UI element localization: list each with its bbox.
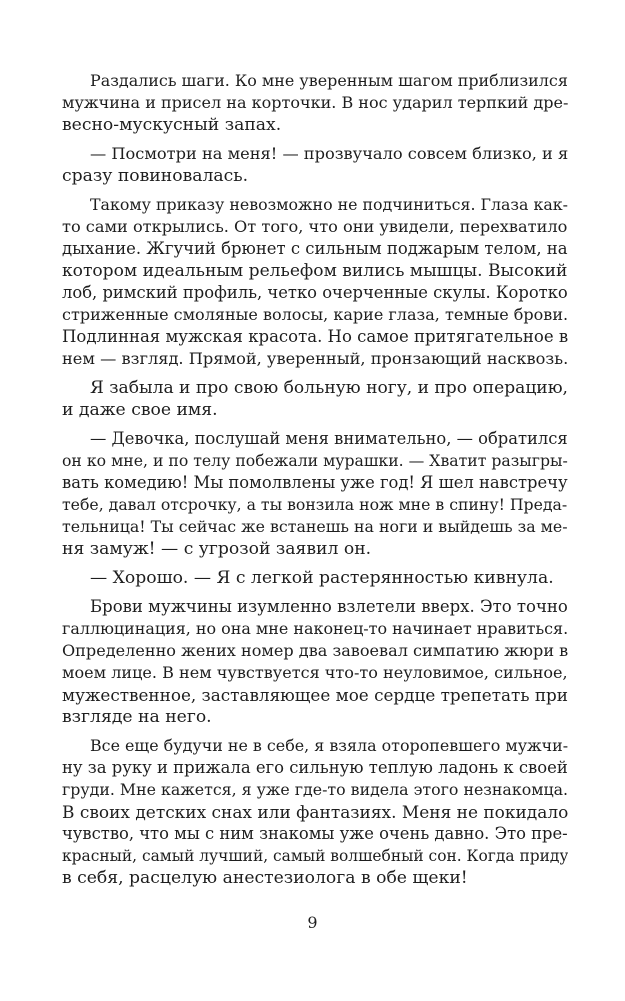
text-line: котором идеальным рельефом вились мышцы. Высокий — [62, 261, 568, 281]
paragraph — [62, 143, 568, 187]
text-line: Раздались шаги. Ко мне уверенным шагом приблизился — [90, 71, 568, 90]
text-line: Подлинная мужская красота. Но самое притягательное в — [62, 327, 568, 346]
text-line: ня замуж! — с угрозой заявил он. — [62, 539, 372, 559]
text-line: вать комедию! Мы помолвлены уже год! Я шел навстречу — [62, 473, 568, 492]
text-line: — Посмотри на меня! — прозвучало совсем близко, и я — [90, 144, 568, 163]
text-line: груди. Мне кажется, я уже где-то видела этого незнакомца. — [62, 780, 568, 799]
text-line: ну за руку и прижала его сильную теплую ладонь к своей — [62, 758, 568, 777]
text-line: чувство, что мы с ним знакомы уже очень давно. Это пре- — [62, 824, 568, 843]
text-line: галлюцинация, но она мне наконец-то начинает нравиться. — [62, 619, 568, 638]
text-line: мужчина и присел на корточки. В нос ударил терпкий дре- — [62, 93, 568, 112]
text-line: и даже свое имя. — [62, 400, 218, 420]
text-line: красный, самый лучший, самый волшебный сон. Когда приду — [62, 847, 568, 865]
text-line: то сами открылись. От того, что они увидели, перехватило — [62, 217, 568, 236]
text-line: В своих детских снах или фантазиях. Меня не покидало — [62, 802, 568, 822]
text-line: — Девочка, послушай меня внимательно, — обратился — [90, 429, 568, 448]
page-number: 9 — [307, 913, 318, 932]
text-line: Определенно жених номер два завоевал симпатию жюри в — [62, 641, 568, 660]
text-line: он ко мне, и по телу побежали мурашки. — Хватит разыгры- — [62, 451, 568, 470]
text-line: моем лице. В нем чувствуется что-то неуловимое, сильное, — [62, 663, 568, 682]
text-line: тебе, давал отсрочку, а ты вонзила нож мне в спину! Преда- — [62, 495, 568, 514]
text-line: тельница! Ты сейчас же встанешь на ноги и выйдешь за ме- — [62, 517, 568, 536]
text-line: Такому приказу невозможно не подчиниться. Глаза как- — [90, 195, 568, 214]
text-line: лоб, римский профиль, четко очерченные скулы. Коротко — [62, 283, 568, 302]
paragraph — [62, 428, 568, 560]
paragraph — [62, 596, 568, 728]
text-line: Все еще будучи не в себе, я взяла оторопевшего мужчи- — [90, 736, 568, 755]
text-line: мужественное, заставляющее мое сердце трепетать при — [62, 685, 568, 705]
text-line: Брови мужчины изумленно взлетели вверх. Это точно — [90, 597, 568, 616]
paragraph — [62, 70, 568, 136]
paragraph — [62, 194, 568, 370]
text-line: нем — взгляд. Прямой, уверенный, пронзающий насквозь. — [62, 349, 568, 368]
text-line: Я забыла и про свою больную ногу, и про операцию, — [90, 378, 568, 398]
body-text — [62, 70, 568, 889]
paragraph — [62, 377, 568, 421]
text-line: взгляде на него. — [62, 707, 212, 727]
text-line: — Хорошо. — Я с легкой растерянностью кивнула. — [90, 568, 554, 588]
text-line: дыхание. Жгучий брюнет с сильным поджарым телом, на — [62, 239, 568, 258]
text-line: сразу повиновалась. — [62, 166, 249, 186]
text-line: стриженные смоляные волосы, карие глаза, темные брови. — [62, 305, 568, 324]
paragraph — [62, 567, 568, 589]
text-line: в себя, расцелую анестезиолога в обе щеки! — [62, 868, 468, 888]
paragraph — [62, 735, 568, 889]
text-line: весно-мускусный запах. — [62, 115, 282, 135]
